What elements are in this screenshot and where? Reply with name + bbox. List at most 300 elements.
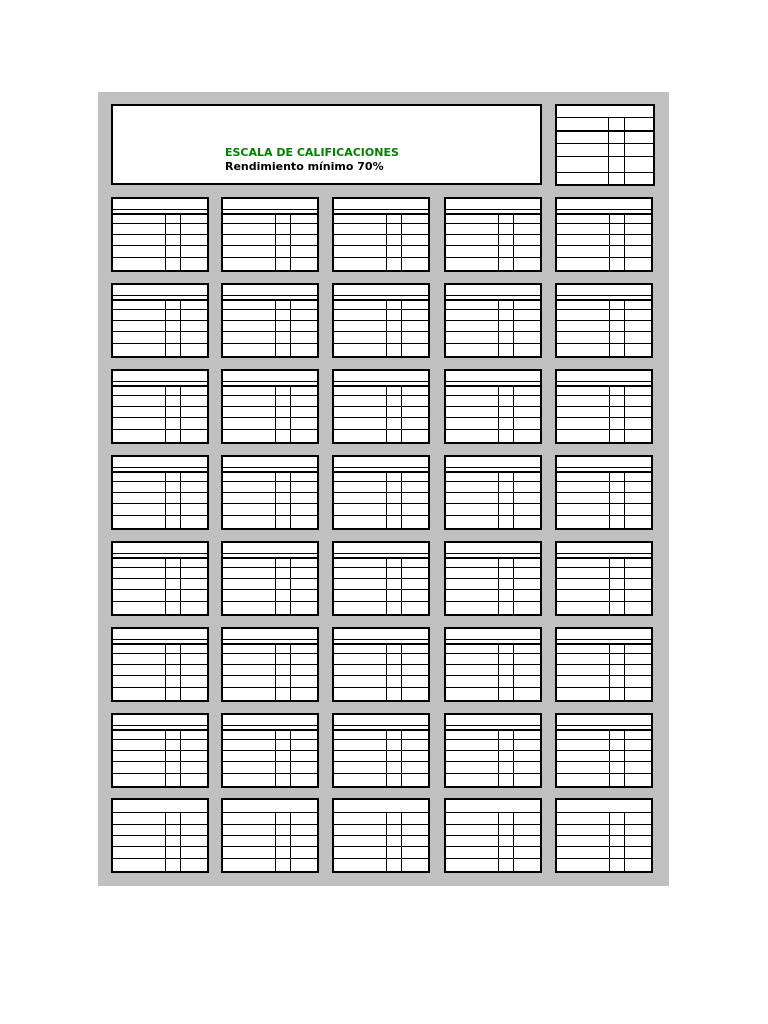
table-row-line xyxy=(446,601,540,602)
key-table xyxy=(555,104,655,186)
table-row-line xyxy=(446,245,540,246)
table-column-line xyxy=(609,557,610,614)
table-row-line xyxy=(446,471,540,473)
table-row-line xyxy=(223,299,317,301)
table-row-line xyxy=(446,503,540,504)
table-column-line xyxy=(609,643,610,700)
table-column-line xyxy=(180,557,181,614)
table-row-line xyxy=(446,675,540,676)
table-column-line xyxy=(275,643,276,700)
table-column-line xyxy=(624,643,625,700)
table-row-line xyxy=(113,687,207,688)
table-row-line xyxy=(334,653,428,654)
table-row-line xyxy=(334,739,428,740)
table-column-line xyxy=(386,729,387,786)
table-column-line xyxy=(624,385,625,442)
table-row-line xyxy=(223,553,317,554)
table-column-line xyxy=(401,812,402,871)
table-row-line xyxy=(223,417,317,418)
table-row-line xyxy=(223,492,317,493)
table-row-line xyxy=(223,429,317,430)
table-row-line xyxy=(557,639,651,640)
table-column-line xyxy=(498,471,499,528)
table-column-line xyxy=(624,557,625,614)
table-column-line xyxy=(624,729,625,786)
table-row-line xyxy=(446,750,540,751)
table-column-line xyxy=(609,729,610,786)
table-column-line xyxy=(165,471,166,528)
table-column-line xyxy=(401,385,402,442)
table-column-line xyxy=(513,213,514,270)
table-row-line xyxy=(557,223,651,224)
table-row-line xyxy=(223,515,317,516)
table-column-line xyxy=(180,213,181,270)
table-column-line xyxy=(290,643,291,700)
table-row-line xyxy=(334,567,428,568)
table-row-line xyxy=(446,234,540,235)
table-row-line xyxy=(113,343,207,344)
table-row-line xyxy=(223,643,317,645)
table-row-line xyxy=(113,503,207,504)
table-row-line xyxy=(446,299,540,301)
table-row-line xyxy=(446,687,540,688)
table-row-line xyxy=(223,687,317,688)
table-row-line xyxy=(334,295,428,296)
table-row-line xyxy=(557,381,651,382)
table-row-line xyxy=(223,601,317,602)
table-row-line xyxy=(113,213,207,215)
grade-table-3-5 xyxy=(555,369,653,444)
table-row-line xyxy=(223,653,317,654)
table-row-line xyxy=(557,601,651,602)
table-row-line xyxy=(334,481,428,482)
table-column-line xyxy=(290,812,291,871)
table-row-line xyxy=(334,725,428,726)
table-row-line xyxy=(113,750,207,751)
grade-table-3-3 xyxy=(332,369,430,444)
table-row-line xyxy=(113,417,207,418)
table-row-line xyxy=(446,578,540,579)
grade-table-2-4 xyxy=(444,283,542,358)
grade-table-5-5 xyxy=(555,541,653,616)
table-row-line xyxy=(334,331,428,332)
table-row-line xyxy=(113,320,207,321)
table-column-line xyxy=(275,385,276,442)
table-row-line xyxy=(113,257,207,258)
table-row-line xyxy=(223,234,317,235)
grade-table-1-1 xyxy=(111,197,209,272)
table-column-line xyxy=(290,385,291,442)
table-row-line xyxy=(446,664,540,665)
table-row-line xyxy=(113,406,207,407)
table-row-line xyxy=(113,309,207,310)
table-row-line xyxy=(557,739,651,740)
table-row-line xyxy=(446,481,540,482)
table-row-line xyxy=(223,589,317,590)
table-row-line xyxy=(113,429,207,430)
table-row-line xyxy=(446,467,540,468)
table-row-line xyxy=(557,553,651,554)
table-row-line xyxy=(113,835,207,836)
table-column-line xyxy=(624,471,625,528)
table-column-line xyxy=(624,812,625,871)
table-row-line xyxy=(113,492,207,493)
grade-table-4-4 xyxy=(444,455,542,530)
table-row-line xyxy=(446,824,540,825)
table-row-line xyxy=(557,824,651,825)
table-column-line xyxy=(180,643,181,700)
table-row-line xyxy=(113,824,207,825)
table-column-line xyxy=(386,471,387,528)
table-column-line xyxy=(498,557,499,614)
grade-table-7-5 xyxy=(555,713,653,788)
table-row-line xyxy=(334,773,428,774)
table-column-line xyxy=(275,213,276,270)
table-row-line xyxy=(223,223,317,224)
table-row-line xyxy=(557,172,653,173)
table-row-line xyxy=(113,299,207,301)
table-column-line xyxy=(386,643,387,700)
grade-table-8-3 xyxy=(332,798,430,873)
table-row-line xyxy=(334,589,428,590)
table-column-line xyxy=(275,557,276,614)
table-row-line xyxy=(334,467,428,468)
table-row-line xyxy=(557,664,651,665)
table-row-line xyxy=(113,812,207,813)
table-row-line xyxy=(223,824,317,825)
grade-table-3-1 xyxy=(111,369,209,444)
table-row-line xyxy=(334,664,428,665)
table-row-line xyxy=(223,406,317,407)
table-row-line xyxy=(223,664,317,665)
table-row-line xyxy=(557,320,651,321)
table-column-line xyxy=(165,299,166,356)
table-row-line xyxy=(446,589,540,590)
table-row-line xyxy=(334,299,428,301)
table-row-line xyxy=(223,295,317,296)
table-row-line xyxy=(113,223,207,224)
table-column-line xyxy=(513,471,514,528)
table-row-line xyxy=(557,812,651,813)
table-row-line xyxy=(223,812,317,813)
table-row-line xyxy=(446,429,540,430)
table-row-line xyxy=(334,553,428,554)
grade-table-5-1 xyxy=(111,541,209,616)
table-row-line xyxy=(113,675,207,676)
table-column-line xyxy=(165,729,166,786)
table-row-line xyxy=(557,725,651,726)
table-row-line xyxy=(557,467,651,468)
table-row-line xyxy=(334,209,428,210)
table-row-line xyxy=(446,835,540,836)
table-column-line xyxy=(386,213,387,270)
table-row-line xyxy=(557,213,651,215)
table-row-line xyxy=(446,773,540,774)
grade-table-5-2 xyxy=(221,541,319,616)
table-row-line xyxy=(446,331,540,332)
table-column-line xyxy=(290,471,291,528)
table-row-line xyxy=(557,578,651,579)
table-row-line xyxy=(557,117,653,118)
table-row-line xyxy=(334,429,428,430)
table-row-line xyxy=(113,481,207,482)
table-row-line xyxy=(446,406,540,407)
table-row-line xyxy=(446,492,540,493)
table-column-line xyxy=(624,118,625,184)
grade-table-2-2 xyxy=(221,283,319,358)
table-row-line xyxy=(223,639,317,640)
table-row-line xyxy=(113,589,207,590)
table-row-line xyxy=(223,467,317,468)
table-row-line xyxy=(557,557,651,559)
grade-table-8-4 xyxy=(444,798,542,873)
table-row-line xyxy=(223,729,317,731)
table-row-line xyxy=(113,245,207,246)
table-column-line xyxy=(609,299,610,356)
table-row-line xyxy=(223,750,317,751)
table-column-line xyxy=(401,299,402,356)
table-row-line xyxy=(446,381,540,382)
table-row-line xyxy=(223,761,317,762)
table-row-line xyxy=(557,687,651,688)
table-column-line xyxy=(165,812,166,871)
table-row-line xyxy=(557,331,651,332)
table-row-line xyxy=(223,213,317,215)
grade-table-7-4 xyxy=(444,713,542,788)
table-row-line xyxy=(557,750,651,751)
table-row-line xyxy=(334,812,428,813)
table-row-line xyxy=(557,130,653,132)
table-row-line xyxy=(557,385,651,387)
table-row-line xyxy=(113,858,207,859)
table-row-line xyxy=(223,320,317,321)
table-column-line xyxy=(165,385,166,442)
table-column-line xyxy=(180,299,181,356)
table-row-line xyxy=(334,343,428,344)
table-row-line xyxy=(113,234,207,235)
table-column-line xyxy=(386,299,387,356)
table-row-line xyxy=(223,481,317,482)
table-row-line xyxy=(113,664,207,665)
grade-table-7-1 xyxy=(111,713,209,788)
table-column-line xyxy=(498,729,499,786)
table-row-line xyxy=(557,773,651,774)
grade-table-8-5 xyxy=(555,798,653,873)
table-row-line xyxy=(113,653,207,654)
table-column-line xyxy=(513,643,514,700)
grade-table-2-3 xyxy=(332,283,430,358)
table-row-line xyxy=(334,492,428,493)
table-row-line xyxy=(446,557,540,559)
table-row-line xyxy=(446,395,540,396)
table-row-line xyxy=(223,309,317,310)
table-row-line xyxy=(223,471,317,473)
table-row-line xyxy=(113,553,207,554)
table-row-line xyxy=(334,223,428,224)
table-row-line xyxy=(113,385,207,387)
grade-table-1-4 xyxy=(444,197,542,272)
table-row-line xyxy=(334,675,428,676)
table-row-line xyxy=(334,395,428,396)
table-column-line xyxy=(498,213,499,270)
table-row-line xyxy=(446,295,540,296)
table-row-line xyxy=(557,471,651,473)
table-column-line xyxy=(290,729,291,786)
table-row-line xyxy=(113,578,207,579)
table-row-line xyxy=(223,739,317,740)
table-row-line xyxy=(334,639,428,640)
grade-table-6-5 xyxy=(555,627,653,702)
grade-table-4-2 xyxy=(221,455,319,530)
grade-table-6-4 xyxy=(444,627,542,702)
table-row-line xyxy=(557,395,651,396)
table-row-line xyxy=(223,331,317,332)
table-column-line xyxy=(386,812,387,871)
table-row-line xyxy=(223,858,317,859)
table-row-line xyxy=(557,481,651,482)
table-column-line xyxy=(401,643,402,700)
table-row-line xyxy=(113,761,207,762)
grade-table-8-1 xyxy=(111,798,209,873)
table-row-line xyxy=(334,761,428,762)
table-row-line xyxy=(113,639,207,640)
table-column-line xyxy=(498,643,499,700)
table-column-line xyxy=(624,213,625,270)
table-row-line xyxy=(557,143,653,144)
table-row-line xyxy=(223,209,317,210)
grade-table-5-4 xyxy=(444,541,542,616)
table-row-line xyxy=(446,213,540,215)
table-column-line xyxy=(609,385,610,442)
table-row-line xyxy=(334,750,428,751)
table-row-line xyxy=(557,245,651,246)
header-box xyxy=(111,104,542,185)
table-column-line xyxy=(513,557,514,614)
table-row-line xyxy=(223,567,317,568)
table-column-line xyxy=(180,471,181,528)
table-row-line xyxy=(557,503,651,504)
table-row-line xyxy=(334,406,428,407)
table-column-line xyxy=(498,812,499,871)
table-column-line xyxy=(498,299,499,356)
table-column-line xyxy=(180,729,181,786)
table-row-line xyxy=(557,295,651,296)
table-column-line xyxy=(401,471,402,528)
table-column-line xyxy=(275,471,276,528)
table-row-line xyxy=(557,257,651,258)
table-row-line xyxy=(446,725,540,726)
table-row-line xyxy=(446,639,540,640)
table-row-line xyxy=(334,471,428,473)
table-row-line xyxy=(223,725,317,726)
table-row-line xyxy=(334,729,428,731)
table-row-line xyxy=(223,257,317,258)
table-row-line xyxy=(113,567,207,568)
grade-table-7-2 xyxy=(221,713,319,788)
table-row-line xyxy=(557,156,653,157)
table-column-line xyxy=(290,557,291,614)
grade-table-6-2 xyxy=(221,627,319,702)
table-row-line xyxy=(334,381,428,382)
table-row-line xyxy=(223,835,317,836)
table-row-line xyxy=(223,381,317,382)
table-column-line xyxy=(275,729,276,786)
grade-table-5-3 xyxy=(332,541,430,616)
table-row-line xyxy=(557,209,651,210)
table-row-line xyxy=(113,471,207,473)
grade-table-4-1 xyxy=(111,455,209,530)
grade-table-2-1 xyxy=(111,283,209,358)
grade-table-3-2 xyxy=(221,369,319,444)
table-row-line xyxy=(557,567,651,568)
table-row-line xyxy=(334,515,428,516)
table-row-line xyxy=(334,824,428,825)
table-column-line xyxy=(513,812,514,871)
table-row-line xyxy=(446,417,540,418)
table-row-line xyxy=(113,739,207,740)
table-row-line xyxy=(557,429,651,430)
table-row-line xyxy=(557,343,651,344)
table-column-line xyxy=(609,471,610,528)
table-column-line xyxy=(609,812,610,871)
table-row-line xyxy=(334,578,428,579)
table-column-line xyxy=(609,213,610,270)
grade-table-6-1 xyxy=(111,627,209,702)
table-row-line xyxy=(557,846,651,847)
table-row-line xyxy=(557,492,651,493)
table-row-line xyxy=(223,557,317,559)
table-row-line xyxy=(446,320,540,321)
grade-table-2-5 xyxy=(555,283,653,358)
table-row-line xyxy=(446,739,540,740)
table-row-line xyxy=(446,858,540,859)
table-row-line xyxy=(334,234,428,235)
table-row-line xyxy=(223,395,317,396)
table-row-line xyxy=(334,643,428,645)
table-row-line xyxy=(113,601,207,602)
table-row-line xyxy=(557,675,651,676)
table-row-line xyxy=(113,295,207,296)
table-row-line xyxy=(113,725,207,726)
grade-table-3-4 xyxy=(444,369,542,444)
page-subtitle: Rendimiento mínimo 70% xyxy=(225,160,384,173)
table-row-line xyxy=(557,515,651,516)
table-row-line xyxy=(223,503,317,504)
table-row-line xyxy=(557,761,651,762)
table-row-line xyxy=(334,835,428,836)
table-column-line xyxy=(401,213,402,270)
table-column-line xyxy=(608,118,609,184)
table-row-line xyxy=(223,675,317,676)
table-column-line xyxy=(180,385,181,442)
grade-table-1-2 xyxy=(221,197,319,272)
grade-table-6-3 xyxy=(332,627,430,702)
table-row-line xyxy=(334,385,428,387)
table-row-line xyxy=(446,653,540,654)
table-column-line xyxy=(513,299,514,356)
table-column-line xyxy=(290,213,291,270)
table-row-line xyxy=(334,687,428,688)
table-row-line xyxy=(446,257,540,258)
table-row-line xyxy=(113,643,207,645)
table-row-line xyxy=(223,846,317,847)
table-row-line xyxy=(223,578,317,579)
table-column-line xyxy=(165,213,166,270)
table-column-line xyxy=(165,557,166,614)
table-row-line xyxy=(557,234,651,235)
table-row-line xyxy=(557,417,651,418)
table-column-line xyxy=(275,812,276,871)
